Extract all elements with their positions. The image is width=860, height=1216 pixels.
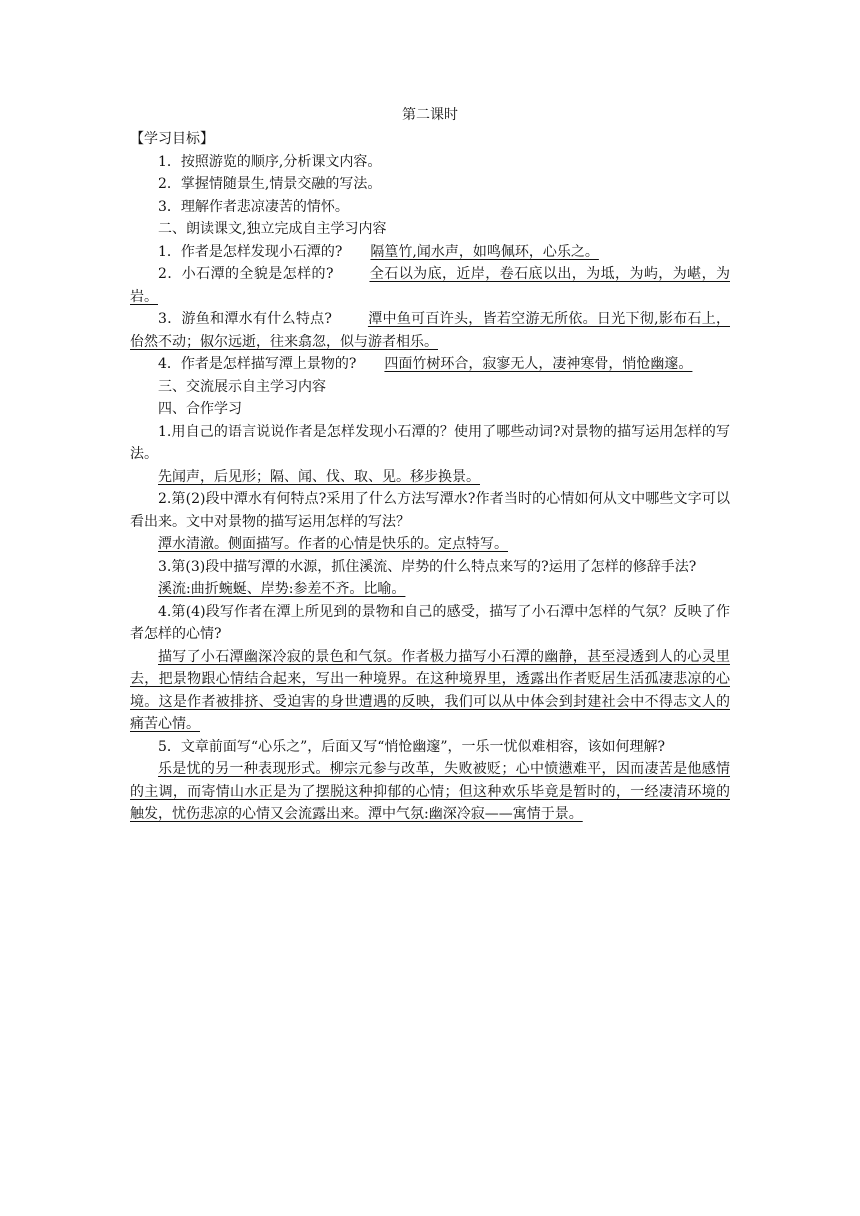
coop-answer: 先闻声，后见形；隔、闻、伐、取、见。移步换景。 bbox=[158, 468, 480, 485]
section-heading: 二、朗读课文,独立完成自主学习内容 bbox=[158, 221, 387, 237]
answer: 四面竹树环合，寂寥无人，凄神寒骨，悄怆幽邃。 bbox=[384, 356, 693, 372]
goal-item: 2．掌握情随景生,情景交融的写法。 bbox=[158, 176, 382, 192]
coop-answer-line bbox=[130, 646, 730, 736]
coop-answer-line bbox=[130, 758, 730, 826]
self-study-item bbox=[130, 263, 730, 308]
coop-answer-line bbox=[130, 533, 730, 556]
question: 4．作者是怎样描写潭上景物的? bbox=[158, 356, 357, 372]
goal-item: 1．按照游览的顺序,分析课文内容。 bbox=[158, 153, 382, 170]
coop-answer-line bbox=[130, 466, 730, 489]
answer: 全石以为底，近岸，卷石底以出，为坻，为屿，为嵁，为岩。 bbox=[130, 266, 730, 305]
answer: 隔篁竹,闻水声，如鸣佩环，心乐之。 bbox=[370, 243, 599, 260]
coop-question: 1.用自己的语言说说作者是怎样发现小石潭的？使用了哪些动词?对景物的描写运用怎样的写法。 bbox=[130, 423, 730, 462]
coop-question: 4.第(4)段写作者在潭上所见到的景物和自己的感受，描写了小石潭中怎样的气氛？反映了作者怎样的心情? bbox=[130, 603, 730, 642]
worksheet bbox=[130, 104, 730, 826]
section-heading: 三、交流展示自主学习内容 bbox=[158, 378, 326, 395]
coop-question: 5．文章前面写“心乐之”，后面又写“悄怆幽邃”，一乐一忧似难相容，该如何理解? bbox=[158, 738, 666, 755]
question: 3．游鱼和潭水有什么特点? bbox=[158, 311, 332, 327]
coop-answer: 溪流:曲折蜿蜒、岸势:参差不齐。比喻。 bbox=[158, 581, 406, 597]
page-title: 第二课时 bbox=[402, 107, 458, 123]
coop-question: 3.第(3)段中描写潭的水源，抓住溪流、岸势的什么特点来写的?运用了怎样的修辞手法? bbox=[158, 558, 697, 575]
answer: 潭中鱼可百许头，皆若空游无所依。日光下彻,影布石上，佁然不动；俶尔远逝，往来翕忽，似与游者相乐。 bbox=[130, 311, 730, 350]
self-study-item bbox=[130, 353, 730, 376]
self-study-item bbox=[130, 308, 730, 353]
section-heading: 四、合作学习 bbox=[158, 401, 242, 417]
coop-question: 2.第(2)段中潭水有何特点?采用了什么方法写潭水?作者当时的心情如何从文中哪些文字可以看出来。文中对景物的描写运用怎样的写法？ bbox=[130, 491, 730, 530]
coop-answer-line bbox=[130, 578, 730, 601]
coop-answer: 乐是忧的另一种表现形式。柳宗元参与改革，失败被贬；心中愤懑难平，因而凄苦是他感情的主调，而寄情山水正是为了摆脱这种抑郁的心情；但这种欢乐毕竟是暂时的，一经凄清环境的触发，忧伤悲凉的心情又会流露出来。潭中气氛:幽深冷寂——寓情于景。 bbox=[130, 761, 730, 822]
goals-heading: 【学习目标】 bbox=[130, 131, 214, 147]
coop-answer: 描写了小石潭幽深冷寂的景色和气氛。作者极力描写小石潭的幽静，甚至浸透到人的心灵里去，把景物跟心情结合起来，写出一种境界。在这种境界里，透露出作者贬居生活孤凄悲凉的心境。这是作者被排挤、受迫害的身世遭遇的反映，我们可以从中体会到封建社会中不得志文人的痛苦心情。 bbox=[130, 648, 730, 732]
coop-answer: 潭水清澈。侧面描写。作者的心情是快乐的。定点特写。 bbox=[158, 536, 508, 552]
question: 1．作者是怎样发现小石潭的? bbox=[158, 243, 343, 260]
self-study-item bbox=[130, 241, 730, 264]
goal-item: 3．理解作者悲凉凄苦的情怀。 bbox=[158, 198, 349, 215]
question: 2．小石潭的全貌是怎样的? bbox=[158, 266, 334, 282]
